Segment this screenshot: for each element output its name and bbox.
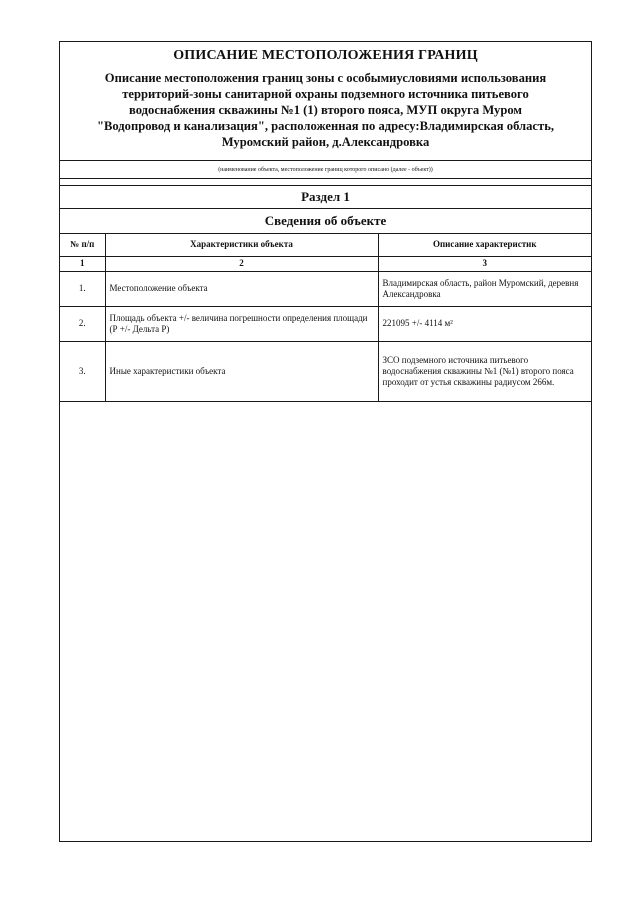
object-info-table bbox=[60, 234, 591, 402]
row-description: ЗСО подземного источника питьевого водоснабжения скважины №1 (№1) второго пояса проходит от устья скважины радиусом 266м. bbox=[378, 341, 591, 401]
section-title: Раздел 1 bbox=[60, 186, 591, 209]
description-line: "Водопровод и канализация", расположенная по адресу:Владимирская область, bbox=[96, 119, 554, 133]
table-row bbox=[60, 271, 591, 306]
row-description: Владимирская область, район Муромский, деревня Александровка bbox=[378, 271, 591, 306]
table-row bbox=[60, 341, 591, 401]
table-row bbox=[60, 306, 591, 341]
col-number: 3 bbox=[378, 256, 591, 271]
table-header-row bbox=[60, 234, 591, 256]
description-line: водоснабжения скважины №1 (1) второго пояса, МУП округа Муром bbox=[129, 103, 522, 117]
row-num: 3. bbox=[60, 341, 105, 401]
col-number: 1 bbox=[60, 256, 105, 271]
row-num: 1. bbox=[60, 271, 105, 306]
header-characteristic: Характеристики объекта bbox=[105, 234, 378, 256]
spacer-row bbox=[60, 179, 591, 186]
document-frame bbox=[59, 41, 592, 842]
description-line: Описание местоположения границ зоны с особымиусловиями использования bbox=[104, 71, 547, 85]
object-name-note: (наименование объекта, местоположение границ которого описано (далее - объект)) bbox=[60, 161, 591, 179]
description-line: территорий-зоны санитарной охраны подземного источника питьевого bbox=[122, 87, 529, 101]
document-header bbox=[60, 42, 591, 161]
row-characteristic: Площадь объекта +/- величина погрешности определения площади (Р +/- Дельта Р) bbox=[105, 306, 378, 341]
column-number-row bbox=[60, 256, 591, 271]
object-description bbox=[60, 68, 591, 160]
page-title: ОПИСАНИЕ МЕСТОПОЛОЖЕНИЯ ГРАНИЦ bbox=[173, 48, 478, 63]
row-num: 2. bbox=[60, 306, 105, 341]
row-characteristic: Местоположение объекта bbox=[105, 271, 378, 306]
header-num: № п/п bbox=[60, 234, 105, 256]
info-title: Сведения об объекте bbox=[60, 209, 591, 234]
row-characteristic: Иные характеристики объекта bbox=[105, 341, 378, 401]
header-description: Описание характеристик bbox=[378, 234, 591, 256]
description-line: Муромский район, д.Александровка bbox=[221, 135, 430, 149]
col-number: 2 bbox=[105, 256, 378, 271]
row-description: 221095 +/- 4114 м² bbox=[378, 306, 591, 341]
